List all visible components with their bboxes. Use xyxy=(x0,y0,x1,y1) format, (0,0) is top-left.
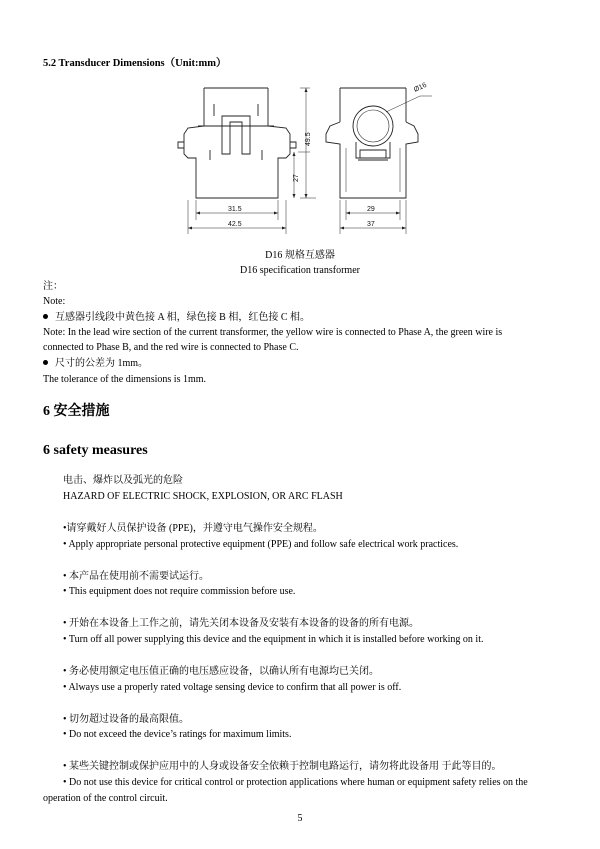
page-number: 5 xyxy=(297,813,303,824)
dim-height-body: 27 xyxy=(293,174,300,182)
bullet-icon xyxy=(43,360,48,365)
safety-item-5-en: • Do not exceed the device’s ratings for maximum limits. xyxy=(63,729,292,740)
safety-item-4-cn: • 务必使用额定电压值正确的电压感应设备，以确认所有电源均已关闭。 xyxy=(63,666,380,677)
safety-item-4-en: • Always use a properly rated voltage sensing device to confirm that all power is off. xyxy=(63,682,402,693)
safety-item-2-cn: • 本产品在使用前不需要试运行。 xyxy=(63,571,210,582)
note-item-1-cn: 互感器引线段中黄色接 A 相，绿色接 B 相，红色接 C 相。 xyxy=(43,311,310,324)
hazard-cn: 电击、爆炸以及弧光的危险 xyxy=(63,475,183,486)
dim-width-outer-left: 42.5 xyxy=(228,221,242,228)
safety-item-2-en: • This equipment does not require commission before use. xyxy=(63,586,296,597)
dim-width-outer-right: 37 xyxy=(367,221,375,228)
note-item-2-en: The tolerance of the dimensions is 1mm. xyxy=(43,374,207,385)
transducer-dimension-drawing xyxy=(170,82,450,242)
safety-item-3-en: • Turn off all power supplying this device and the equipment in which it is installed before working on it. xyxy=(63,634,484,645)
note-item-2-cn: 尺寸的公差为 1mm。 xyxy=(43,357,148,370)
dim-width-inner-left: 31.5 xyxy=(228,206,242,213)
section-heading-cn: 6 安全措施 xyxy=(43,404,110,419)
safety-item-6-en-line1: • Do not use this device for critical control or protection applications where human or equipment safety relies on the xyxy=(63,777,528,788)
note-label-en: Note: xyxy=(43,296,66,307)
section-heading-en: 6 safety measures xyxy=(43,443,148,458)
caption-en: D16 specification transformer xyxy=(240,265,360,276)
safety-item-3-cn: • 开始在本设备上工作之前，请先关闭本设备及安装有本设备的设备的所有电源。 xyxy=(63,618,420,629)
note-item-1-en-line2: connected to Phase B, and the red wire is connected to Phase C. xyxy=(43,342,299,353)
dim-width-inner-right: 29 xyxy=(367,206,375,213)
safety-item-5-cn: • 切勿超过设备的最高限值。 xyxy=(63,714,190,725)
left-body-outline xyxy=(184,126,290,198)
section-heading: 5.2 Transducer Dimensions（Unit:mm） xyxy=(43,58,227,69)
safety-item-6-cn: • 某些关键控制或保护应用中的人身或设备安全依赖于控制电路运行，请勿将此设备用 于此等目的。 xyxy=(63,761,502,772)
hazard-en: HAZARD OF ELECTRIC SHOCK, EXPLOSION, OR ARC FLASH xyxy=(63,491,343,502)
right-bore-circle xyxy=(353,106,393,146)
note-label-cn: 注： xyxy=(43,281,63,292)
safety-item-1-en: • Apply appropriate personal protective equipment (PPE) and follow safe electrical work practices. xyxy=(63,539,459,550)
caption-cn: D16 规格互感器 xyxy=(265,250,335,261)
note-item-1-en-line1: Note: In the lead wire section of the current transformer, the yellow wire is connected to Phase A, the green wire is xyxy=(43,327,503,338)
left-clip xyxy=(222,116,250,154)
dim-diameter: Ø16 xyxy=(412,82,428,94)
safety-item-1-cn: •请穿戴好人员保护设备 (PPE)，并遵守电气操作安全规程。 xyxy=(63,523,323,534)
right-top-housing xyxy=(340,88,406,122)
dim-height-total: 49.5 xyxy=(305,132,312,146)
bullet-icon xyxy=(43,314,48,319)
safety-item-6-en-line2: operation of the control circuit. xyxy=(43,793,168,804)
